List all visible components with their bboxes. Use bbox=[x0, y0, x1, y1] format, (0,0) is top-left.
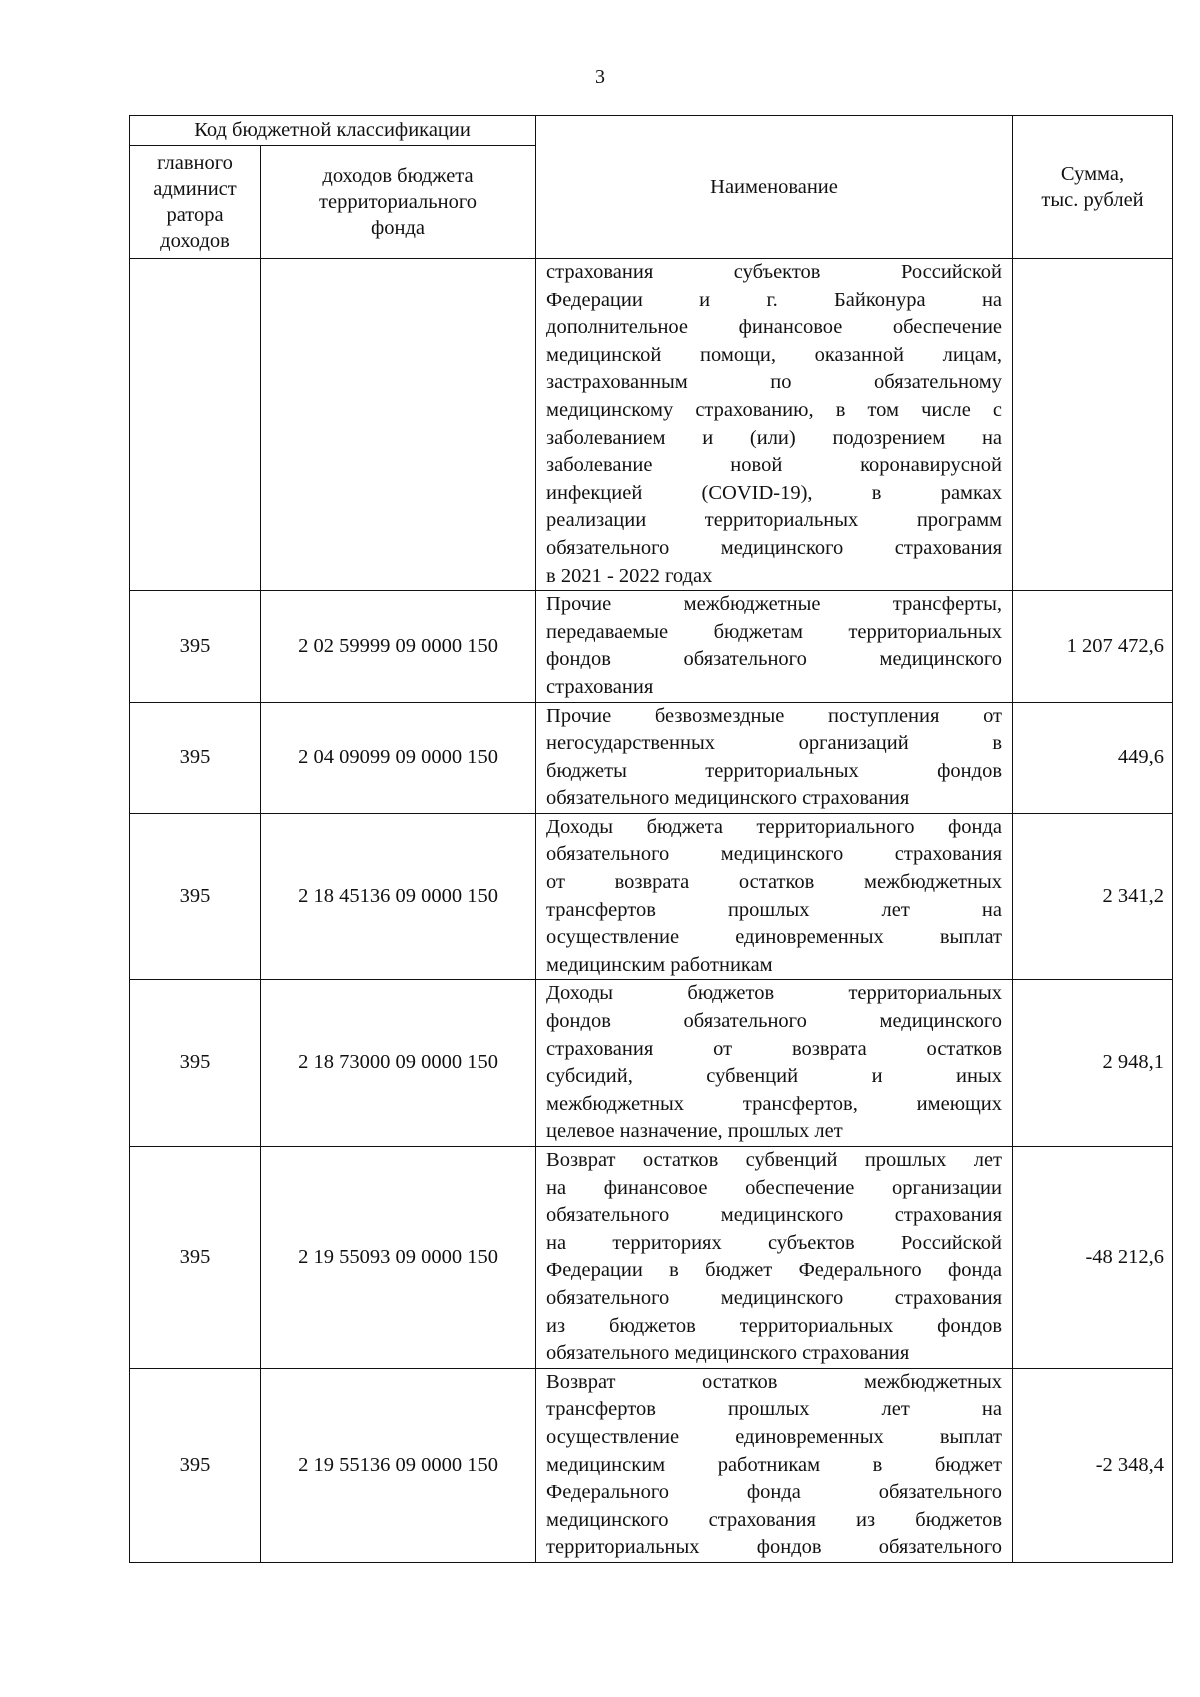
cell-income-code: 2 19 55093 09 0000 150 bbox=[261, 1147, 536, 1369]
name-line: медицинскому страхованию, в том числе с bbox=[546, 398, 1003, 421]
header-line: Сумма, bbox=[1060, 163, 1125, 185]
cell-amount: 2 341,2 bbox=[1013, 813, 1173, 980]
name-line: Прочие межбюджетные трансферты, bbox=[546, 593, 1003, 616]
name-line: от возврата остатков межбюджетных bbox=[546, 871, 1003, 894]
table-header bbox=[130, 116, 1173, 259]
cell-name bbox=[536, 702, 1013, 813]
name-line: осуществление единовременных выплат bbox=[546, 926, 1003, 949]
name-line: обязательного медицинского страхования bbox=[546, 787, 910, 810]
name-line: фондов обязательного медицинского bbox=[546, 1010, 1003, 1033]
name-line: Доходы бюджетов территориальных bbox=[546, 982, 1003, 1005]
cell-amount: -48 212,6 bbox=[1013, 1147, 1173, 1369]
cell-amount bbox=[1013, 259, 1173, 591]
name-line: из бюджетов территориальных фондов bbox=[546, 1314, 1003, 1337]
name-line: Федерации в бюджет Федерального фонда bbox=[546, 1259, 1003, 1282]
name-line: в 2021 - 2022 годах bbox=[546, 564, 713, 587]
table-row bbox=[130, 591, 1173, 702]
cell-name bbox=[536, 591, 1013, 702]
table-row bbox=[130, 702, 1173, 813]
name-line: передаваемые бюджетам территориальных bbox=[546, 620, 1003, 643]
name-line: застрахованным по обязательному bbox=[546, 371, 1003, 394]
cell-income-code: 2 02 59999 09 0000 150 bbox=[261, 591, 536, 702]
name-line: межбюджетных трансфертов, имеющих bbox=[546, 1092, 1003, 1115]
cell-amount: -2 348,4 bbox=[1013, 1368, 1173, 1562]
name-line: обязательного медицинского страхования bbox=[546, 1342, 910, 1365]
page-number: 3 bbox=[595, 66, 605, 88]
name-line: территориальных фондов обязательного bbox=[546, 1536, 1003, 1559]
header-line: доходов бюджета bbox=[322, 165, 474, 187]
name-line: обязательного медицинского страхования bbox=[546, 536, 1003, 559]
header-line: доходов bbox=[160, 230, 230, 252]
header-line: админист bbox=[153, 178, 237, 200]
header-sum bbox=[1013, 116, 1173, 259]
cell-income-code: 2 18 45136 09 0000 150 bbox=[261, 813, 536, 980]
name-line: обязательного медицинского страхования bbox=[546, 1286, 1003, 1309]
name-line: инфекцией (COVID-19), в рамках bbox=[546, 481, 1003, 504]
name-line: Возврат остатков межбюджетных bbox=[546, 1370, 1003, 1393]
name-line: Доходы бюджета территориального фонда bbox=[546, 815, 1003, 838]
name-line: страхования субъектов Российской bbox=[546, 261, 1003, 283]
header-territorial-fund-income bbox=[261, 146, 536, 259]
name-line: медицинской помощи, оказанной лицам, bbox=[546, 343, 1003, 366]
header-chief-administrator bbox=[130, 146, 261, 259]
header-line: тыс. рублей bbox=[1041, 189, 1144, 211]
header-line: главного bbox=[157, 152, 233, 174]
name-line: трансфертов прошлых лет на bbox=[546, 898, 1003, 921]
name-line: медицинским работникам в бюджет bbox=[546, 1453, 1003, 1476]
cell-income-code: 2 04 09099 09 0000 150 bbox=[261, 702, 536, 813]
name-line: негосударственных организаций в bbox=[546, 732, 1003, 755]
header-name: Наименование bbox=[536, 116, 1013, 259]
name-line: обязательного медицинского страхования bbox=[546, 843, 1003, 866]
name-line: Федерации и г. Байконура на bbox=[546, 288, 1003, 311]
cell-name bbox=[536, 813, 1013, 980]
cell-admin-code: 395 bbox=[130, 1147, 261, 1369]
name-line: осуществление единовременных выплат bbox=[546, 1425, 1003, 1448]
budget-classification-table bbox=[129, 115, 1173, 1563]
name-line: на территориях субъектов Российской bbox=[546, 1231, 1003, 1254]
cell-admin-code: 395 bbox=[130, 980, 261, 1147]
cell-name bbox=[536, 980, 1013, 1147]
table-row bbox=[130, 813, 1173, 980]
table-row bbox=[130, 980, 1173, 1147]
cell-income-code: 2 19 55136 09 0000 150 bbox=[261, 1368, 536, 1562]
header-line: территориального bbox=[319, 191, 477, 213]
name-line: страхования bbox=[546, 675, 654, 698]
header-line: фонда bbox=[370, 217, 426, 239]
cell-income-code: 2 18 73000 09 0000 150 bbox=[261, 980, 536, 1147]
table-row bbox=[130, 259, 1173, 591]
cell-admin-code: 395 bbox=[130, 591, 261, 702]
name-line: медицинского страхования из бюджетов bbox=[546, 1508, 1003, 1531]
cell-name bbox=[536, 1147, 1013, 1369]
name-line: медицинским работникам bbox=[546, 953, 773, 976]
table-body bbox=[130, 259, 1173, 1563]
name-line: трансфертов прошлых лет на bbox=[546, 1398, 1003, 1421]
cell-amount: 1 207 472,6 bbox=[1013, 591, 1173, 702]
cell-admin-code bbox=[130, 259, 261, 591]
name-line: страхования от возврата остатков bbox=[546, 1037, 1003, 1060]
name-line: заболевание новой коронавирусной bbox=[546, 454, 1003, 477]
name-line: Возврат остатков субвенций прошлых лет bbox=[546, 1149, 1003, 1171]
cell-amount: 449,6 bbox=[1013, 702, 1173, 813]
cell-admin-code: 395 bbox=[130, 813, 261, 980]
table-row bbox=[130, 1147, 1173, 1369]
cell-income-code bbox=[261, 259, 536, 591]
name-line: на финансовое обеспечение организации bbox=[546, 1176, 1003, 1199]
cell-admin-code: 395 bbox=[130, 702, 261, 813]
name-line: заболеванием и (или) подозрением на bbox=[546, 426, 1003, 449]
name-line: реализации территориальных программ bbox=[546, 509, 1003, 532]
name-line: субсидий, субвенций и иных bbox=[546, 1065, 1003, 1088]
table-row bbox=[130, 1368, 1173, 1562]
cell-name bbox=[536, 259, 1013, 591]
name-line: Федерального фонда обязательного bbox=[546, 1481, 1003, 1504]
header-budget-classification-code: Код бюджетной классификации bbox=[130, 116, 536, 146]
name-line: Прочие безвозмездные поступления от bbox=[546, 704, 1003, 727]
name-line: целевое назначение, прошлых лет bbox=[546, 1120, 843, 1143]
cell-admin-code: 395 bbox=[130, 1368, 261, 1562]
cell-amount: 2 948,1 bbox=[1013, 980, 1173, 1147]
header-line: ратора bbox=[166, 204, 224, 226]
cell-name bbox=[536, 1368, 1013, 1562]
name-line: дополнительное финансовое обеспечение bbox=[546, 316, 1003, 339]
name-line: обязательного медицинского страхования bbox=[546, 1204, 1003, 1227]
name-line: бюджеты территориальных фондов bbox=[546, 759, 1003, 782]
name-line: фондов обязательного медицинского bbox=[546, 648, 1003, 671]
